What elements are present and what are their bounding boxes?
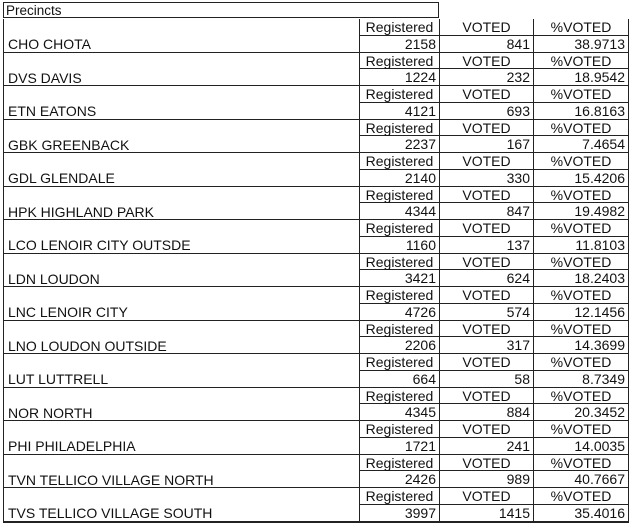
pct-voted-value: 15.4206 [534,170,628,187]
voted-value: 241 [440,438,534,455]
pct-voted-header: %VOTED [534,354,628,371]
sheet-title: Precincts [3,2,439,18]
table-row [4,354,628,388]
voted-header: VOTED [440,120,534,137]
registered-value: 2426 [360,471,440,488]
precinct-name: TVN TELLICO VILLAGE NORTH [4,455,360,489]
table-row [4,19,628,53]
pct-voted-header: %VOTED [534,455,628,472]
registered-header: Registered [360,254,440,271]
voted-value: 137 [440,237,534,254]
voted-header: VOTED [440,86,534,103]
pct-voted-value: 11.8103 [534,237,628,254]
voted-header: VOTED [440,455,534,472]
pct-voted-value: 16.8163 [534,103,628,120]
pct-voted-value: 14.0035 [534,438,628,455]
voted-value: 317 [440,337,534,354]
registered-header: Registered [360,153,440,170]
voted-value: 58 [440,371,534,388]
registered-value: 3421 [360,270,440,287]
precinct-name: DVS DAVIS [4,53,360,87]
pct-voted-header: %VOTED [534,86,628,103]
pct-voted-value: 38.9713 [534,36,628,53]
table-row [4,254,628,288]
voted-value: 847 [440,203,534,220]
voted-header: VOTED [440,187,534,204]
registered-value: 664 [360,371,440,388]
registered-header: Registered [360,19,440,36]
voted-value: 232 [440,69,534,86]
pct-voted-value: 40.7667 [534,471,628,488]
registered-header: Registered [360,86,440,103]
voted-value: 884 [440,404,534,421]
registered-header: Registered [360,455,440,472]
pct-voted-value: 8.7349 [534,371,628,388]
registered-value: 4344 [360,203,440,220]
voted-header: VOTED [440,354,534,371]
voted-header: VOTED [440,254,534,271]
precinct-name: LNO LOUDON OUTSIDE [4,321,360,355]
registered-header: Registered [360,321,440,338]
pct-voted-value: 20.3452 [534,404,628,421]
pct-voted-header: %VOTED [534,53,628,70]
pct-voted-header: %VOTED [534,19,628,36]
pct-voted-header: %VOTED [534,388,628,405]
voted-header: VOTED [440,53,534,70]
voted-header: VOTED [440,153,534,170]
pct-voted-value: 19.4982 [534,203,628,220]
precinct-name: LCO LENOIR CITY OUTSDE [4,220,360,254]
registered-value: 3997 [360,505,440,522]
table-row [4,287,628,321]
registered-value: 2206 [360,337,440,354]
precinct-name: LDN LOUDON [4,254,360,288]
pct-voted-header: %VOTED [534,120,628,137]
table-row [4,53,628,87]
table-row [4,421,628,455]
registered-header: Registered [360,421,440,438]
registered-header: Registered [360,287,440,304]
registered-header: Registered [360,187,440,204]
pct-voted-header: %VOTED [534,220,628,237]
registered-value: 2140 [360,170,440,187]
registered-value: 1721 [360,438,440,455]
voted-header: VOTED [440,220,534,237]
registered-header: Registered [360,120,440,137]
precinct-name: TVS TELLICO VILLAGE SOUTH [4,488,360,522]
pct-voted-header: %VOTED [534,153,628,170]
registered-header: Registered [360,354,440,371]
table-row [4,120,628,154]
pct-voted-value: 18.9542 [534,69,628,86]
voted-header: VOTED [440,321,534,338]
pct-voted-header: %VOTED [534,187,628,204]
precinct-name: ETN EATONS [4,86,360,120]
registered-value: 1160 [360,237,440,254]
precinct-table [3,19,629,523]
registered-value: 4121 [360,103,440,120]
table-row [4,220,628,254]
voted-value: 574 [440,304,534,321]
voted-value: 330 [440,170,534,187]
voted-value: 167 [440,136,534,153]
pct-voted-value: 7.4654 [534,136,628,153]
pct-voted-header: %VOTED [534,287,628,304]
pct-voted-value: 12.1456 [534,304,628,321]
voted-value: 989 [440,471,534,488]
pct-voted-header: %VOTED [534,488,628,505]
voted-value: 841 [440,36,534,53]
table-row [4,488,628,522]
table-row [4,187,628,221]
voted-value: 693 [440,103,534,120]
registered-value: 2237 [360,136,440,153]
voted-header: VOTED [440,19,534,36]
precinct-name: HPK HIGHLAND PARK [4,187,360,221]
table-row [4,388,628,422]
voted-header: VOTED [440,488,534,505]
registered-header: Registered [360,488,440,505]
pct-voted-header: %VOTED [534,321,628,338]
registered-header: Registered [360,220,440,237]
registered-header: Registered [360,388,440,405]
table-row [4,153,628,187]
registered-value: 4726 [360,304,440,321]
registered-value: 2158 [360,36,440,53]
pct-voted-value: 14.3699 [534,337,628,354]
precinct-name: GDL GLENDALE [4,153,360,187]
table-row [4,321,628,355]
voted-header: VOTED [440,287,534,304]
table-row [4,455,628,489]
voted-header: VOTED [440,421,534,438]
precinct-name: NOR NORTH [4,388,360,422]
precinct-name: LUT LUTTRELL [4,354,360,388]
pct-voted-value: 35.4016 [534,505,628,522]
pct-voted-value: 18.2403 [534,270,628,287]
registered-value: 4345 [360,404,440,421]
precinct-name: LNC LENOIR CITY [4,287,360,321]
precinct-name: PHI PHILADELPHIA [4,421,360,455]
voted-header: VOTED [440,388,534,405]
precinct-name: CHO CHOTA [4,19,360,53]
voted-value: 1415 [440,505,534,522]
table-row [4,86,628,120]
pct-voted-header: %VOTED [534,421,628,438]
precinct-name: GBK GREENBACK [4,120,360,154]
registered-header: Registered [360,53,440,70]
registered-value: 1224 [360,69,440,86]
voted-value: 624 [440,270,534,287]
pct-voted-header: %VOTED [534,254,628,271]
